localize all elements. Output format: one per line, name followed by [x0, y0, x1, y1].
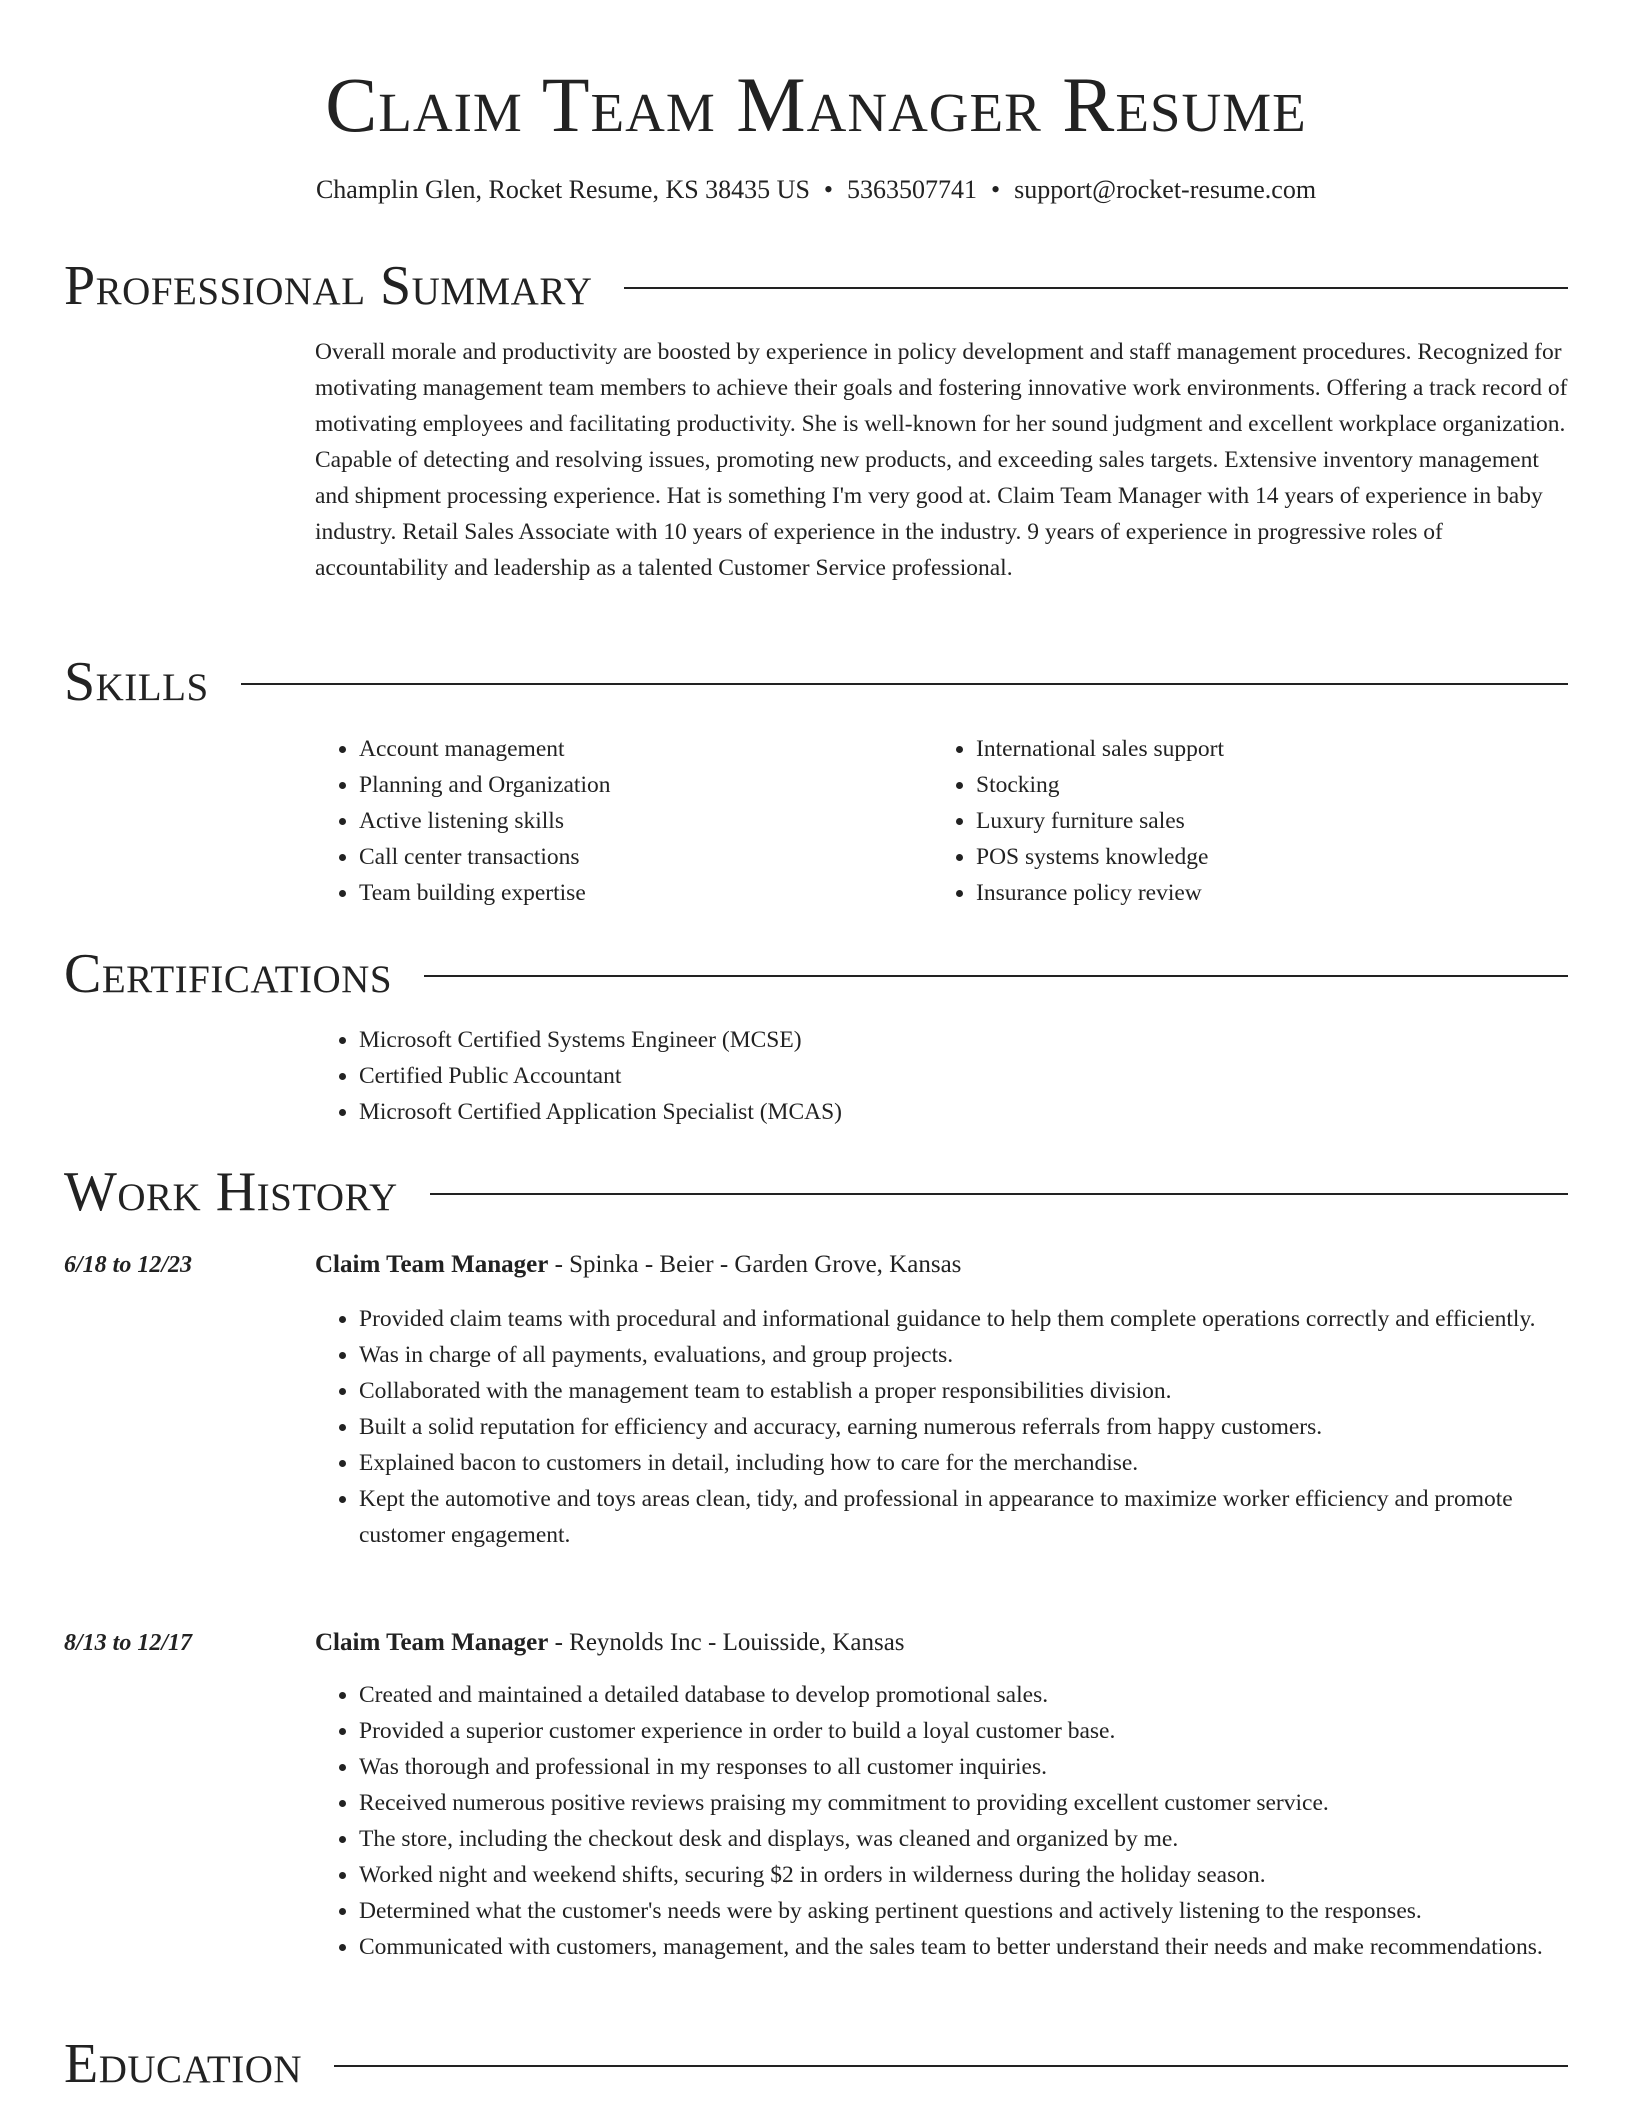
job-duties — [315, 1677, 1568, 1965]
contact-line — [64, 174, 1568, 206]
contact-separator: • — [991, 175, 1001, 204]
section-divider — [334, 2065, 1568, 2067]
duty-item: • The store, including the checkout desk and displays, was cleaned and organized by me. — [359, 1821, 1568, 1857]
skills-section-header — [64, 650, 1568, 714]
summary-body — [315, 334, 1568, 586]
section-divider — [424, 975, 1568, 977]
duty-item: • Provided a superior customer experience in order to build a loyal customer base. — [359, 1713, 1568, 1749]
job-role — [315, 1247, 1568, 1283]
certifications-heading: Certifications — [64, 943, 393, 1005]
certifications-section-header — [64, 942, 1568, 1006]
certifications-body — [315, 1022, 1568, 1130]
certification-item: • Microsoft Certified Application Specialist (MCAS) — [359, 1094, 1568, 1130]
duty-item: • Communicated with customers, management, and the sales team to better understand their needs and make recommendations. — [359, 1929, 1568, 1965]
skill-item: • Call center transactions — [359, 839, 932, 875]
summary-heading: Professional Summary — [64, 255, 593, 317]
job-dates: 8/13 to 12/17 — [64, 1630, 193, 1656]
skills-column-left — [315, 731, 932, 911]
duty-item: • Kept the automotive and toys areas clean, tidy, and professional in appearance to maximize worker efficiency and promote customer engagement. — [359, 1481, 1568, 1553]
skills-list-left — [315, 731, 932, 911]
skill-item: • Insurance policy review — [976, 875, 1549, 911]
duty-item: • Collaborated with the management team to establish a proper responsibilities division. — [359, 1373, 1568, 1409]
skill-item: • Team building expertise — [359, 875, 932, 911]
education-heading: Education — [64, 2033, 303, 2095]
contact-email[interactable]: support@rocket-resume.com — [1014, 175, 1317, 204]
duty-item: • Determined what the customer's needs were by asking pertinent questions and actively listening to the responses. — [359, 1893, 1568, 1929]
work-history-heading: Work History — [64, 1161, 398, 1223]
skill-item: • Active listening skills — [359, 803, 932, 839]
skill-item: • International sales support — [976, 731, 1549, 767]
duty-item: • Was in charge of all payments, evaluations, and group projects. — [359, 1337, 1568, 1373]
certification-item: • Certified Public Accountant — [359, 1058, 1568, 1094]
skills-column-right — [932, 731, 1549, 911]
skills-grid — [315, 731, 1568, 911]
work-history-section-header — [64, 1160, 1568, 1224]
skill-item: • Account management — [359, 731, 932, 767]
skills-heading: Skills — [64, 651, 209, 713]
skills-list-right — [932, 731, 1549, 911]
job-title: Claim Team Manager — [315, 1629, 549, 1656]
job-company: - Spinka - Beier - Garden Grove, Kansas — [548, 1251, 962, 1278]
education-section-header — [64, 2032, 1568, 2096]
duty-item: • Provided claim teams with procedural and informational guidance to help them complete operations correctly and efficiently. — [359, 1301, 1568, 1337]
section-divider — [624, 287, 1568, 289]
summary-section-header — [64, 254, 1568, 318]
duty-item: • Worked night and weekend shifts, securing $2 in orders in wilderness during the holiday season. — [359, 1857, 1568, 1893]
skill-item: • Stocking — [976, 767, 1549, 803]
job-company: - Reynolds Inc - Louisside, Kansas — [548, 1629, 905, 1656]
skill-item: • Luxury furniture sales — [976, 803, 1549, 839]
section-divider — [241, 683, 1568, 685]
certification-item: • Microsoft Certified Systems Engineer (MCSE) — [359, 1022, 1568, 1058]
job-role — [315, 1625, 1568, 1661]
skill-item: • POS systems knowledge — [976, 839, 1549, 875]
job-title: Claim Team Manager — [315, 1251, 549, 1278]
contact-phone: 5363507741 — [847, 175, 978, 204]
duties-list — [315, 1677, 1568, 1965]
skills-body — [315, 731, 1568, 911]
duty-item: • Created and maintained a detailed database to develop promotional sales. — [359, 1677, 1568, 1713]
resume-title: Claim Team Manager Resume — [325, 61, 1307, 148]
job-dates: 6/18 to 12/23 — [64, 1252, 193, 1278]
summary-text: Overall morale and productivity are boosted by experience in policy development and staff management procedures. Recognized for motivating management team members to achieve their goals and fostering innovative work environments. Offering a track record of motivating employees and facilitating productivity. She is well-known for her sound judgment and excellent workplace organization. Capable of detecting and resolving issues, promoting new products, and exceeding sales targets. Extensive inventory management and shipment processing experience. Hat is something I'm very good at. Claim Team Manager with 14 years of experience in baby industry. Retail Sales Associate with 10 years of experience in the industry. 9 years of experience in progressive roles of accountability and leadership as a talented Customer Service professional. — [315, 339, 1568, 581]
contact-address: Champlin Glen, Rocket Resume, KS 38435 US — [315, 175, 810, 204]
job-duties — [315, 1301, 1568, 1553]
section-divider — [430, 1193, 1568, 1195]
duty-item: • Explained bacon to customers in detail, including how to care for the merchandise. — [359, 1445, 1568, 1481]
duty-item: • Received numerous positive reviews praising my commitment to providing excellent customer service. — [359, 1785, 1568, 1821]
duty-item: • Was thorough and professional in my responses to all customer inquiries. — [359, 1749, 1568, 1785]
duty-item: • Built a solid reputation for efficiency and accuracy, earning numerous referrals from happy customers. — [359, 1409, 1568, 1445]
contact-separator: • — [823, 175, 834, 204]
skill-item: • Planning and Organization — [359, 767, 932, 803]
duties-list — [315, 1301, 1568, 1553]
certifications-list — [315, 1022, 1568, 1130]
